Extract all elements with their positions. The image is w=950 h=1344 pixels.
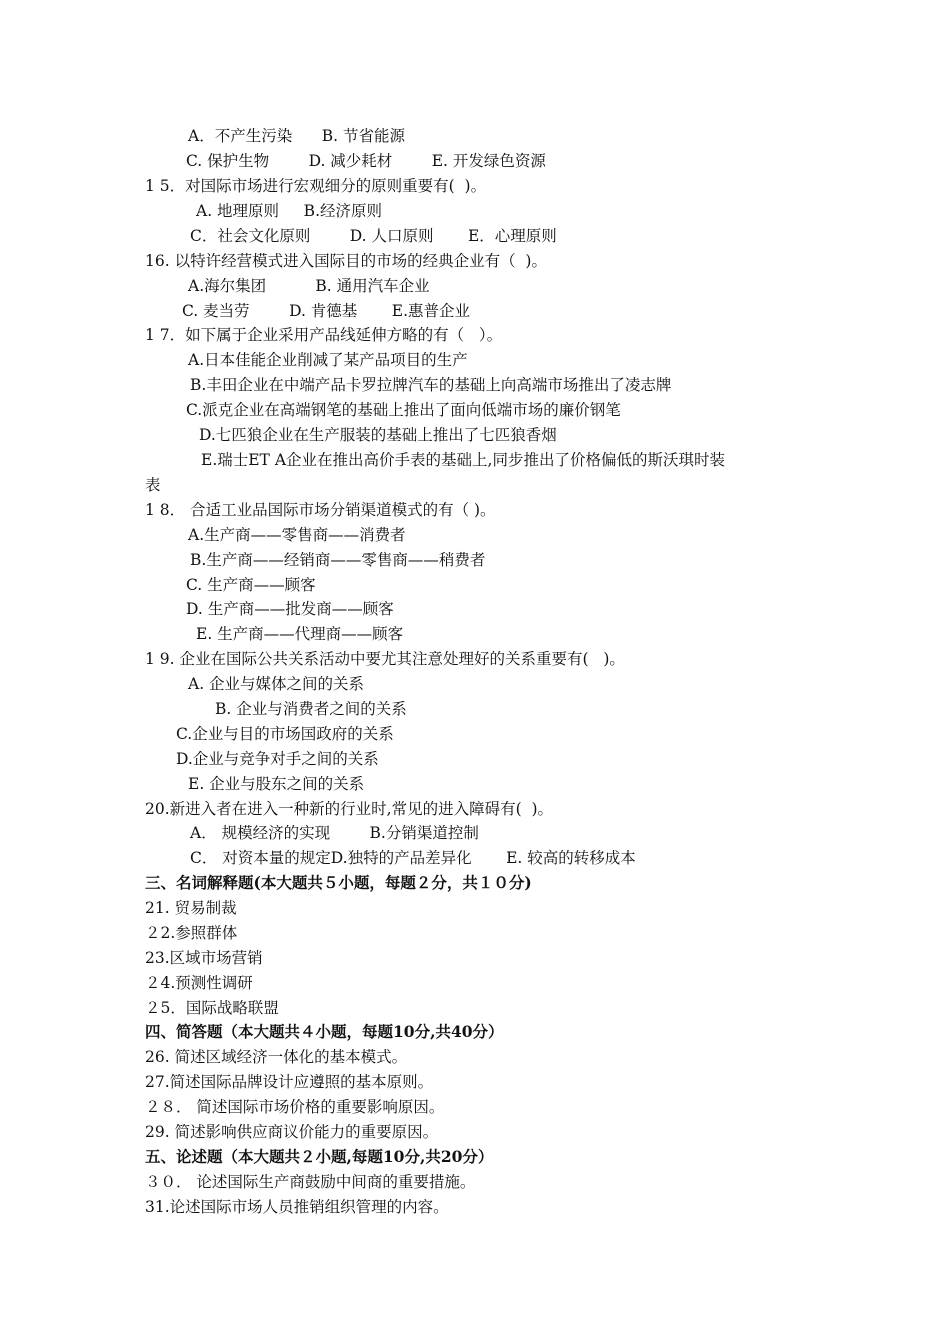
q20-options-row-1: A． 规模经济的实现 B.分销渠道控制	[190, 824, 479, 842]
q20-options-row-2: C． 对资本量的规定D.独特的产品差异化 E. 较高的转移成本	[190, 849, 636, 867]
question-31: 31.论述国际市场人员推销组织管理的内容。	[145, 1198, 449, 1216]
question-15: 1 5．对国际市场进行宏观细分的原则重要有( )。	[145, 177, 487, 195]
q14-options-row-1: A．不产生污染 B. 节省能源	[188, 127, 406, 145]
question-27: 27.简述国际品牌设计应遵照的基本原则。	[145, 1073, 434, 1091]
question-17: 1 7．如下属于企业采用产品线延伸方略的有（ ）。	[145, 326, 503, 344]
question-24: ２4.预测性调研	[145, 974, 253, 992]
q19-option-c: C.企业与目的市场国政府的关系	[176, 725, 394, 743]
q17-option-c: C.派克企业在高端钢笔的基础上推出了面向低端市场的廉价钢笔	[186, 401, 621, 419]
question-20: 20.新进入者在进入一种新的行业时,常见的进入障碍有( )。	[145, 800, 554, 818]
question-23: 23.区域市场营销	[145, 949, 263, 967]
question-26: 26. 简述区域经济一体化的基本模式。	[145, 1048, 408, 1066]
question-29: 29. 简述影响供应商议价能力的重要原因。	[145, 1123, 439, 1141]
question-16: 16. 以特许经营模式进入国际目的市场的经典企业有（ )。	[145, 252, 547, 270]
q19-option-b: B. 企业与消费者之间的关系	[215, 700, 407, 718]
section-5-heading: 五、论述题（本大题共２小题,每题10分,共20分）	[145, 1147, 494, 1166]
q17-option-b: B.丰田企业在中端产品卡罗拉牌汽车的基础上向高端市场推出了凌志牌	[190, 376, 672, 394]
q19-option-d: D.企业与竞争对手之间的关系	[176, 750, 379, 768]
question-28: ２８． 简述国际市场价格的重要影响原因。	[145, 1098, 445, 1116]
section-3-heading: 三、名词解释题(本大题共５小题，每题２分，共１０分)	[145, 873, 532, 892]
q18-option-c: C. 生产商——顾客	[186, 576, 316, 594]
q17-option-d: D.七匹狼企业在生产服装的基础上推出了七匹狼香烟	[199, 426, 557, 444]
q15-options-row-1: A. 地理原则 B.经济原则	[196, 202, 383, 220]
q19-option-e: E. 企业与股东之间的关系	[188, 775, 365, 793]
q18-option-e: E. 生产商——代理商——顾客	[196, 625, 404, 643]
question-22: ２2.参照群体	[145, 924, 238, 942]
q18-option-a: A.生产商——零售商——消费者	[188, 526, 406, 544]
question-21: 21. 贸易制裁	[145, 899, 237, 917]
q18-option-b: B.生产商——经销商——零售商——稍费者	[190, 551, 486, 569]
q19-option-a: A. 企业与媒体之间的关系	[188, 675, 365, 693]
q18-option-d: D. 生产商——批发商——顾客	[186, 600, 394, 618]
question-18: 1 8． 合适工业品国际市场分销渠道模式的有（ )。	[145, 501, 496, 519]
q17-option-a: A.日本佳能企业削减了某产品项目的生产	[188, 351, 468, 369]
question-25: ２5．国际战略联盟	[145, 999, 279, 1017]
q16-options-row-2: C. 麦当劳 D. 肯德基 E.惠普企业	[182, 302, 471, 320]
question-19: 1 9. 企业在国际公共关系活动中要尤其注意处理好的关系重要有( )。	[145, 650, 625, 668]
question-30: ３０． 论述国际生产商鼓励中间商的重要措施。	[145, 1173, 476, 1191]
q16-options-row-1: A.海尔集团 B. 通用汽车企业	[188, 277, 430, 295]
q17-option-e: E.瑞士ET A企业在推出高价手表的基础上,同步推出了价格偏低的斯沃琪时装	[201, 451, 725, 469]
section-4-heading: 四、简答题（本大题共４小题，每题10分,共40分）	[145, 1022, 504, 1041]
q17-option-e-wrap: 表	[145, 476, 161, 494]
q15-options-row-2: C．社会文化原则 D. 人口原则 E．心理原则	[190, 227, 557, 245]
q14-options-row-2: C. 保护生物 D. 减少耗材 E. 开发绿色资源	[186, 152, 546, 170]
